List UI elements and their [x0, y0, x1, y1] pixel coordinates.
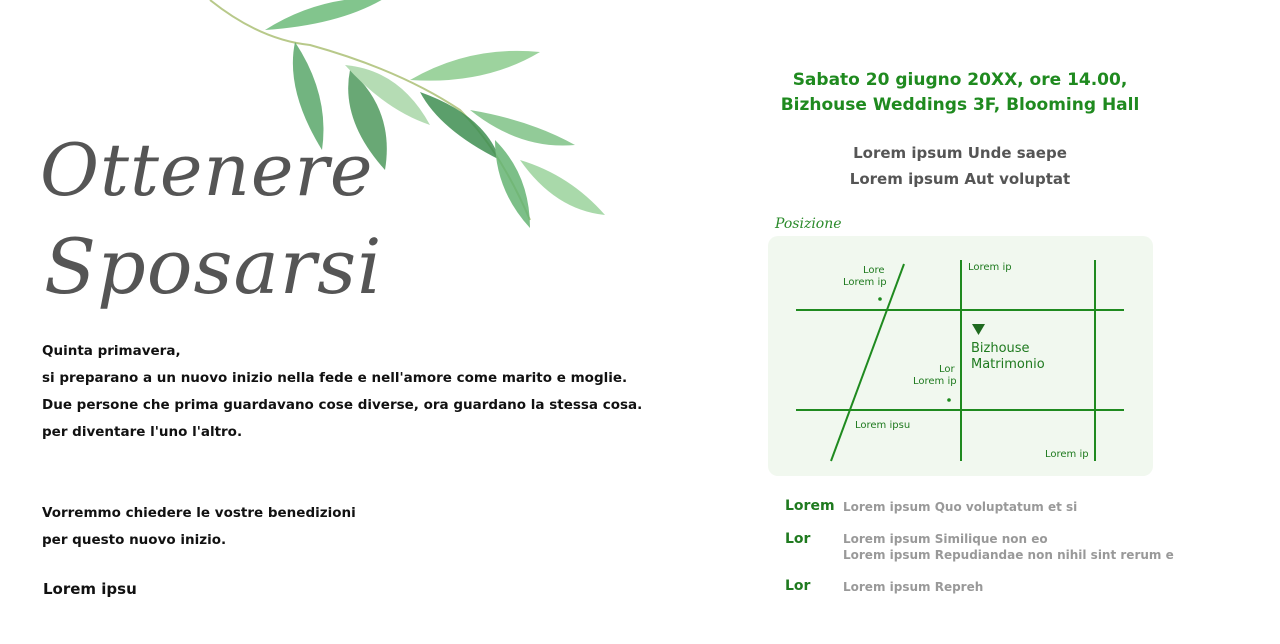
map-label: Posizione [775, 216, 842, 232]
info-value-1: Lorem ipsum Quo voluptatum et si [843, 500, 1078, 514]
info-key-2: Lor [785, 531, 811, 547]
landmark-b-label-2: Lorem ip [913, 376, 957, 387]
location-map [768, 236, 1153, 476]
event-venue: Bizhouse Weddings 3F, Blooming Hall [780, 95, 1140, 115]
landmark-a-dot [878, 297, 882, 301]
info-value-3: Lorem ipsum Repreh [843, 580, 984, 594]
venue-marker-icon [972, 324, 985, 335]
poem-line-4: per diventare l'uno l'altro. [42, 424, 243, 440]
info-key-3: Lor [785, 578, 811, 594]
signature: Lorem ipsu [43, 580, 137, 598]
venue-label-2: Matrimonio [971, 357, 1045, 372]
title-line-2: Sposarsi [44, 222, 383, 311]
title-line-1: Ottenere [40, 128, 374, 212]
sub-line-2: Lorem ipsum Aut voluptat [849, 170, 1071, 188]
info-value-2a: Lorem ipsum Similique non eo [843, 532, 1048, 546]
landmark-a-label-2: Lorem ip [843, 277, 887, 288]
event-date-time: Sabato 20 giugno 20XX, ore 14.00, [792, 70, 1128, 90]
landmark-b-dot [947, 398, 951, 402]
map-roads [768, 236, 1153, 476]
landmark-a-label-1: Lore [863, 265, 885, 276]
blessing-line-2: per questo nuovo inizio. [42, 532, 227, 548]
top-road-label: Lorem ip [968, 262, 1012, 273]
landmark-b-label-1: Lor [939, 364, 955, 375]
venue-label-1: Bizhouse [971, 341, 1030, 356]
poem-line-2: si preparano a un nuovo inizio nella fede e nell'amore come marito e moglie. [42, 370, 628, 386]
poem-line-1: Quinta primavera, [42, 343, 181, 359]
bottom-left-road-label: Lorem ipsu [855, 420, 911, 431]
info-value-2b: Lorem ipsum Repudiandae non nihil sint rerum e [843, 548, 1174, 562]
bottom-right-road-label: Lorem ip [1045, 449, 1089, 460]
info-key-1: Lorem [785, 498, 835, 514]
sub-line-1: Lorem ipsum Unde saepe [853, 144, 1067, 162]
blessing-line-1: Vorremmo chiedere le vostre benedizioni [42, 505, 356, 521]
poem-line-3: Due persone che prima guardavano cose diverse, ora guardano la stessa cosa. [42, 397, 643, 413]
